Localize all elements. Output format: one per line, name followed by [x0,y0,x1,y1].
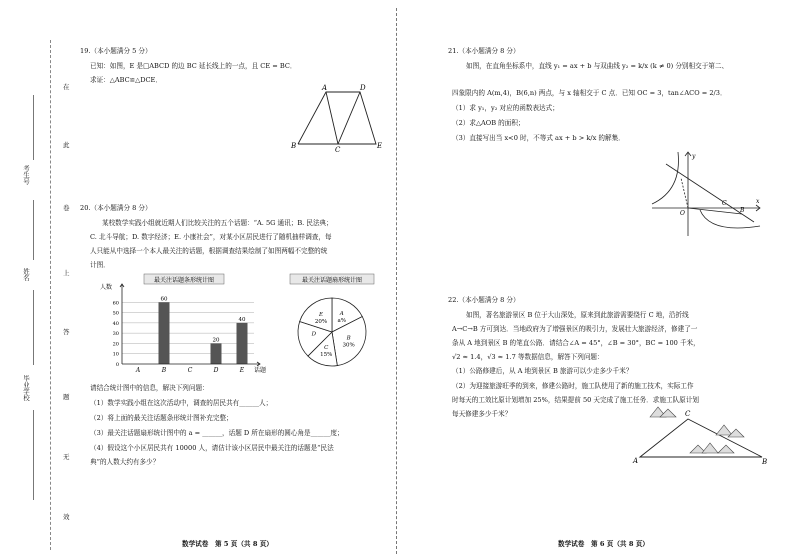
bar-value-label: 60 [160,296,168,303]
question-20-para-2: C. 北斗导航；D. 数字经济；E. 小康社会”，对某小区居民进行了随机抽样调查，每 [90,233,332,241]
bar-category-label: E [239,367,245,374]
hyperbola-branch-2 [652,152,678,204]
mountain-icons [650,407,744,453]
label-c: C [685,410,691,418]
name-blank [33,290,34,365]
seal-char: 此 [63,141,70,149]
figure-outline [298,92,376,144]
question-22-sub-1: （1）公路修建后，从 A 地到景区 B 旅游可以少走多少千米？ [452,367,633,375]
seal-char: 在 [63,83,70,91]
topic-pie-chart [282,272,382,376]
pie-slice-percent: 30% [342,342,355,349]
question-20-sub-4a: （4）假设这个小区居民共有 10000 人，请估计该小区居民中最关注的话题是“民法 [90,444,334,452]
student-id-blank [33,95,34,160]
pie-slice-percent: 20% [314,318,328,325]
question-19-prove: 求证：△ABC≌△DCE． [90,76,162,84]
pie-slice-percent: 15% [320,351,333,358]
center-fold-line [396,8,397,554]
coordinate-figure [648,148,766,238]
mountain-icon [702,443,718,453]
bar-ytick-label: 40 [112,320,119,327]
question-22-sub-2c: 每天修建多少千米？ [452,410,512,418]
label-x: x [756,198,760,205]
seal-char: 效 [63,513,70,521]
question-22-line-3: 条从 A 地到景区 B 的笔直公路．请结合∠A = 45°，∠B = 30°，BC = 100 千米， [452,339,700,347]
name-label: 姓名 [22,268,30,281]
bar-d [211,343,222,364]
page-footer-left: 数学试卷 第 5 页（共 8 页） [182,540,273,548]
question-19-given: 已知：如图，E 是□ABCD 的边 BC 延长线上的一点，且 CE = BC． [90,62,297,70]
label-y: y [692,153,696,160]
label-d: D [360,84,366,92]
label-c: C [722,200,727,207]
bar-b [159,302,170,364]
page-footer-right: 数学试卷 第 6 页（共 8 页） [558,540,649,548]
question-22-sub-2a: （2）为迎接旅游旺季的到来，修建公路时，施工队使用了新的施工技术，实际工作 [452,382,694,390]
bar-ytick-label: 10 [112,351,119,358]
question-21-head: 21.（本小题满分 8 分） [448,47,520,55]
bar-ytick-label: 50 [112,310,119,317]
question-20-sub-4b: 典”的人数大约有多少？ [90,458,160,466]
pie-slice-label: E [319,311,324,318]
school-label: 毕业学校 [22,375,30,401]
question-21-sub-2: （2）求△AOB 的面积； [452,119,525,127]
pie-chart-title: 最关注话题扇形统计图 [301,277,363,284]
pie-slice-label: D [311,331,317,338]
bar-ytick-label: 0 [115,362,119,368]
question-20-sub-3: （3）最关注话题扇形统计图中的 a = ______，话题 D 所在扇形的圆心角是______度； [90,429,344,437]
question-21-line-2: 四象限内的 A(m,4)，B(6,n) 两点，与 x 轴相交于 C 点．已知 OC = 3，tan∠ACO = 2/3． [452,89,727,97]
bar-chart-ylabel: 人数 [100,284,113,291]
question-22-sub-2b: 时每天的工效比原计划增加 25%，结果提前 50 天完成了施工任务．求施工队原计划 [452,396,699,404]
question-20-intro: 请结合统计图中的信息，解决下列问题： [90,384,209,392]
seal-char: 上 [63,269,70,277]
bar-value-label: 20 [212,337,220,344]
seal-char: 答 [63,328,70,336]
segment-dc [338,92,360,144]
pie-slice-label: A [339,311,344,318]
question-20-sub-1: （1）数学实践小组在这次活动中，调查的居民共有______人； [90,399,273,407]
question-20-para-3: 人只能从中选择一个本人最关注的话题，根据调查结果绘制了如图两幅不完整的统 [90,247,328,255]
label-a: A [633,457,639,465]
student-id-label: 考生号 [22,165,30,185]
seal-char: 题 [63,393,70,401]
bar-category-label: C [187,367,193,374]
bar-category-label: B [161,367,167,374]
student-id-blank-2 [33,200,34,260]
mountain-icon [718,445,734,453]
pie-slice-label: B [346,335,351,342]
label-o: O [680,210,685,217]
label-b: B [762,458,768,465]
segment-oa [681,178,688,208]
bar-e [237,323,248,364]
bar-value-label: 40 [238,316,246,323]
seal-char: 卷 [63,204,70,212]
school-blank [33,410,34,500]
question-20-para-1: 某校数学实践小组就近期人们比较关注的五个话题：“A. 5G 通讯；B. 民法典； [102,219,333,227]
bar-category-label: D [213,367,219,374]
label-b: B [740,207,745,214]
label-e: E [377,142,383,150]
mountain-icon [716,425,732,435]
bar-ytick-label: 30 [112,331,119,338]
question-21-sub-3: （3）直接写出当 x<0 时，不等式 ax + b > k/x 的解集． [452,134,625,142]
label-a: A [322,84,328,92]
seal-char: 无 [63,453,70,461]
segment-ac [326,92,338,144]
bar-category-label: A [135,367,141,374]
binding-dashed-line [50,40,51,550]
pie-slice-percent: a% [337,318,347,325]
question-22-line-4: √2 ≈ 1.4，√3 ≈ 1.7 等数据信息，解答下列问题： [452,353,604,361]
topic-bar-chart [92,272,282,376]
road-triangle-figure [630,405,770,465]
pie-slice-label: C [324,344,329,351]
bar-ytick-label: 60 [112,300,119,307]
label-b: B [291,142,297,150]
question-20-sub-2: （2）将上面的最关注话题条形统计图补充完整； [90,414,233,422]
question-22-head: 22.（本小题满分 8 分） [448,296,520,304]
question-22-line-2: A→C→B 方可到达．当地政府为了增强景区的吸引力，发展壮大旅游经济，修建了一 [452,325,698,333]
question-20-head: 20.（本小题满分 8 分） [80,204,152,212]
bar-chart-xlabel: 话题 [254,367,267,374]
question-21-line-1: 如图，在直角坐标系中，直线 y₁ = ax + b 与双曲线 y₂ = k/x (k ≠ 0) 分别相交于第二、 [466,62,729,70]
bar-ytick-label: 20 [112,341,119,348]
question-21-sub-1: （1）求 y₁，y₂ 对应的函数表达式； [452,104,559,112]
question-20-para-4: 计图． [90,261,110,269]
bar-chart-title: 最关注话题条形统计图 [153,277,215,284]
question-19-head: 19.（本小题满分 5 分） [80,47,152,55]
label-c: C [335,146,341,152]
parallelogram-figure [288,82,388,152]
question-22-line-1: 如图，著名旅游景区 B 位于大山深处，原来到此旅游需要绕行 C 地，沿折线 [466,311,689,319]
